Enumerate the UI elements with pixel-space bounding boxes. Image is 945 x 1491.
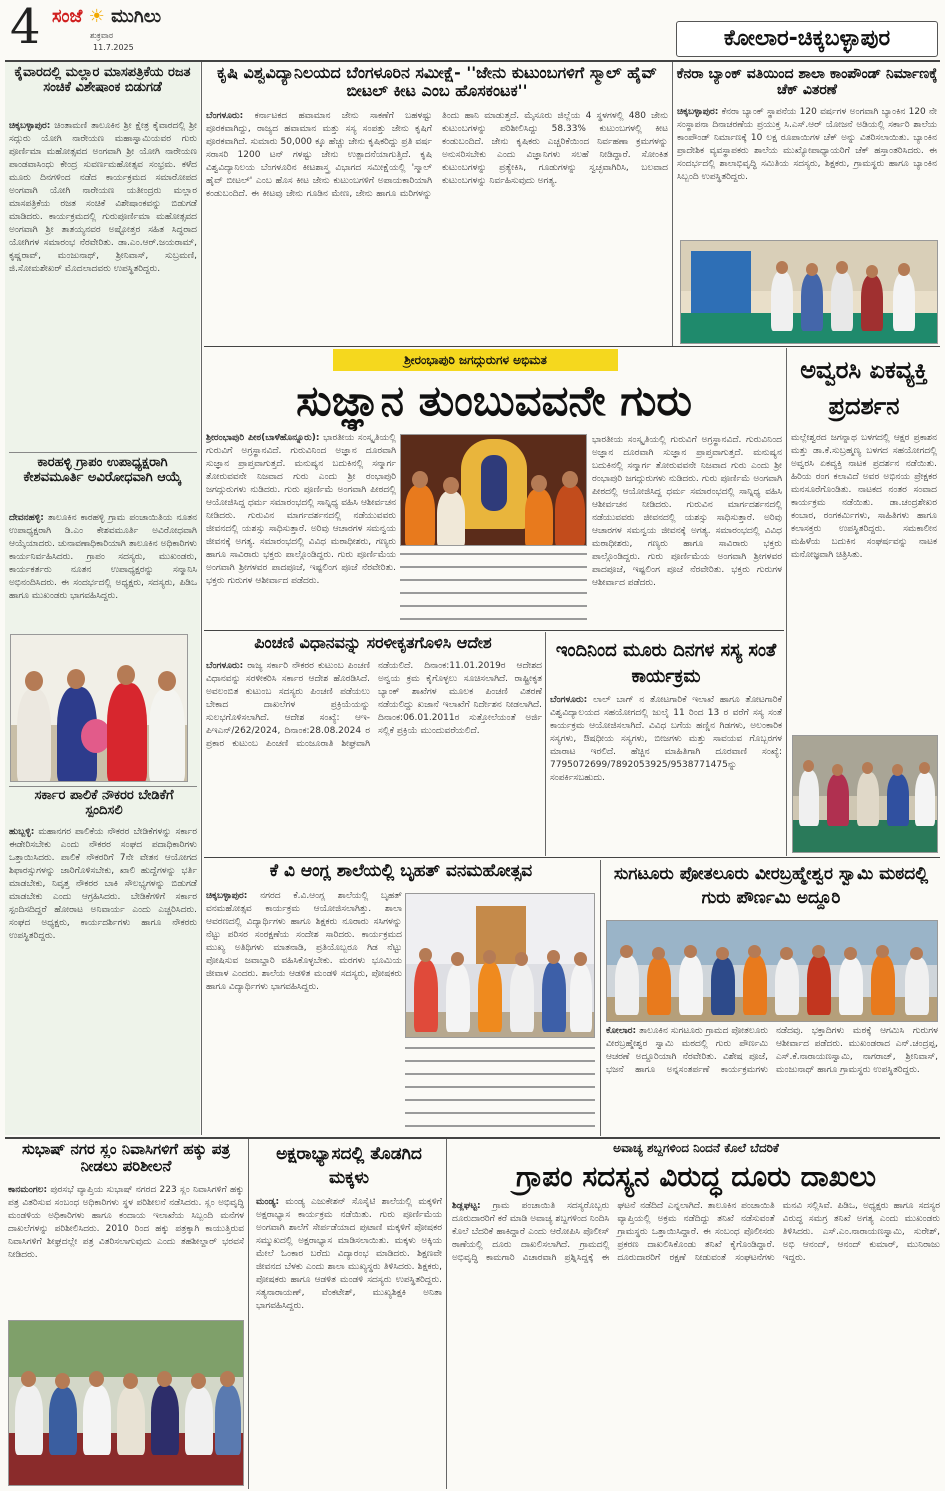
vanamahotsava-photo — [405, 893, 595, 1038]
guru-body: ಭಾರತೀಯ ಸಂಸ್ಕೃತಿಯಲ್ಲಿ ಗುರುವಿಗೆ ಅಗ್ರಸ್ಥಾನವಿದೆ. ಗುರುವಿನಿಂದ ಅಜ್ಞಾನ ದೂರವಾಗಿ ಸುಜ್ಞಾನ ಪ್ರಾಪ್ತವಾಗುತ್ತದೆ. ಮನುಷ್ಯನ ಬದುಕಿನಲ್ಲಿ ಸನ್ಮಾರ್ಗ ತೋರುವವನೇ ನಿಜವಾದ ಗುರು ಎಂದು ಶ್ರೀ ರಂಭಾಪುರಿ ಜಗದ್ಗುರುಗಳು ನುಡಿದರು. ಗುರು ಪೂರ್ಣಿಮೆ ಅಂಗವಾಗಿ ಪೀಠದಲ್ಲಿ ಆಯೋಜಿಸಿದ್ದ ಧರ್ಮ ಸಮಾರಂಭದಲ್ಲಿ ಸಾನ್ನಿಧ್ಯ ವಹಿಸಿ ಆಶೀರ್ವಚನ ನೀಡಿದರು. ಗುರುವಿನ ಮಾರ್ಗದರ್ಶನದಲ್ಲಿ ನಡೆಯುವವರು ಜೀವನದಲ್ಲಿ ಯಶಸ್ಸು ಸಾಧಿಸುತ್ತಾರೆ. ಅರಿವು ಆಚಾರಗಳ ಸಮನ್ವಯ ಜೀವನಕ್ಕೆ ಅಗತ್ಯ. ಸಮಾರಂಭದಲ್ಲಿ ವಿವಿಧ ಮಠಾಧೀಶರು, ಗಣ್ಯರು ಹಾಗೂ ಸಾವಿರಾರು ಭಕ್ತರು ಪಾಲ್ಗೊಂಡಿದ್ದರು. ಗುರು ಪೂರ್ಣಿಮೆಯ ಅಂಗವಾಗಿ ಶ್ರೀಗಳವರ ಪಾದಪೂಜೆ, ಇಷ್ಟಲಿಂಗ ಪೂಜೆ ನೆರವೇರಿತು. ಭಕ್ತರು ಗುರುಗಳ ಆಶೀರ್ವಾದ ಪಡೆದರು. — [206, 433, 396, 586]
kaivara-dateline: ಚಿಕ್ಕಬಳ್ಳಾಪುರ: — [9, 121, 51, 131]
page-number: 4 — [10, 0, 41, 55]
santhe-body: ಲಾಲ್ ಬಾಗ್ ನ ತೋಟಗಾರಿಕೆ ಇಲಾಖೆ ಹಾಗೂ ತೋಟಗಾರಿಕೆ ವಿಶ್ವವಿದ್ಯಾಲಯದ ಸಹಯೋಗದಲ್ಲಿ ಜುಲೈ 11 ರಿಂದ 13 ರ ವರೆಗೆ ಸಸ್ಯ ಸಂತೆ ಕಾರ್ಯಕ್ರಮ ಆಯೋಜಿಸಲಾಗಿದೆ. ವಿವಿಧ ಬಗೆಯ ಹಣ್ಣಿನ ಗಿಡಗಳು, ಅಲಂಕಾರಿಕ ಸಸ್ಯಗಳು, ಔಷಧೀಯ ಸಸ್ಯಗಳು, ಬೀಜಗಳು ಮತ್ತು ಸಾವಯವ ಗೊಬ್ಬರಗಳ ಮಾರಾಟ ಇರಲಿದೆ. ಹೆಚ್ಚಿನ ಮಾಹಿತಿಗಾಗಿ ದೂರವಾಣಿ ಸಂಖ್ಯೆ: 7795072699/7892053925/9538771475ನ್ನು ಸಂಪರ್ಕಿಸಬಹುದು. — [550, 695, 782, 783]
vanamahotsava-article-left — [206, 890, 402, 1134]
beetle-body: ಕರ್ನಾಟಕದ ಹವಾಮಾನ ಜೇನು ಸಾಕಣೆಗೆ ಬಹಳಷ್ಟು ಪೂರಕವಾಗಿದ್ದು, ರಾಜ್ಯದ ಹವಾಮಾನ ಮತ್ತು ಸಸ್ಯ ಸಂಪತ್ತು ಜೇನು ಕೃಷಿಗೆ ಪೂರಕವಾಗಿದೆ. ಸುಮಾರು 50,000 ಕ್ಕೂ ಹೆಚ್ಚು ಜೇನು ಕೃಷಿಕರಿದ್ದು ಪ್ರತಿ ವರ್ಷ ಸರಾಸರಿ 1200 ಟನ್ ಗಳಷ್ಟು ಜೇನು ಉತ್ಪಾದನೆಯಾಗುತ್ತಿದೆ. ಕೃಷಿ ವಿಶ್ವವಿದ್ಯಾನಿಲಯ ಬೆಂಗಳೂರಿನ ಕೀಟಶಾಸ್ತ್ರ ವಿಭಾಗದ ಸಮೀಕ್ಷೆಯಲ್ಲಿ 'ಸ್ಮಾಲ್ ಹೈವ್ ಬೀಟಲ್' ಎಂಬ ಹೊಸ ಕೀಟ ಜೇನು ಕುಟುಂಬಗಳಿಗೆ ಅಪಾಯಕಾರಿಯಾಗಿ ಕಂಡುಬಂದಿದೆ. ಈ ಕೀಟವು ಜೇನು ಗೂಡಿನ ಮೇಣ, ಜೇನು ಹಾಗೂ ಮರಿಗಳನ್ನು ತಿಂದು ಹಾನಿ ಮಾಡುತ್ತದೆ. ಮೈಸೂರು ಜಿಲ್ಲೆಯ 4 ಸ್ಥಳಗಳಲ್ಲಿ 480 ಜೇನು ಕುಟುಂಬಗಳನ್ನು ಪರಿಶೀಲಿಸಿದ್ದು 58.33% ಕುಟುಂಬಗಳಲ್ಲಿ ಕೀಟ ಕಂಡುಬಂದಿದೆ. ಜೇನು ಕೃಷಿಕರು ಎಚ್ಚರಿಕೆಯಿಂದ ನಿರ್ವಹಣಾ ಕ್ರಮಗಳನ್ನು ಅನುಸರಿಸಬೇಕು ಎಂದು ವಿಜ್ಞಾನಿಗಳು ಸಲಹೆ ನೀಡಿದ್ದಾರೆ. ಸೋಂಕಿತ ಕುಟುಂಬಗಳನ್ನು ಪ್ರತ್ಯೇಕಿಸಿ, ಗೂಡುಗಳನ್ನು ಸ್ವಚ್ಛವಾಗಿರಿಸಿ, ಬಲವಾದ ಕುಟುಂಬಗಳನ್ನು ನಿರ್ವಹಿಸುವುದು ಅಗತ್ಯ. — [206, 111, 668, 199]
beetle-headline: ಕೃಷಿ ವಿಶ್ವವಿದ್ಯಾನಿಲಯದ ಬೆಂಗಳೂರಿನ ಸಮೀಕ್ಷೆ- ''ಜೇನು ಕುಟುಂಬಗಳಿಗೆ ಸ್ಮಾಲ್ ಹೈವ್ ಬೀಟಲ್ ಕೀಟ ಎಂಬ ಹೊಸಕಂಟಕ'' — [216, 63, 658, 101]
karahalli-dateline: ದೇವನಹಳ್ಳಿ: — [9, 513, 44, 523]
grapam-body: ಗ್ರಾಮ ಪಂಚಾಯಿತಿ ಸದಸ್ಯರೊಬ್ಬರು ದೂರುದಾರರಿಗೆ ಕರೆ ಮಾಡಿ ಅವಾಚ್ಯ ಶಬ್ದಗಳಿಂದ ನಿಂದಿಸಿ ಕೊಲೆ ಬೆದರಿಕೆ ಹಾಕಿದ್ದಾರೆ ಎಂದು ಆರೋಪಿಸಿ ಪೊಲೀಸ್ ಠಾಣೆಯಲ್ಲಿ ದೂರು ದಾಖಲಿಸಲಾಗಿದೆ. ಗ್ರಾಮದಲ್ಲಿ ಅಭಿವೃದ್ಧಿ ಕಾಮಗಾರಿ ವಿಚಾರವಾಗಿ ಪ್ರಶ್ನಿಸಿದ್ದಕ್ಕೆ ಈ ಘಟನೆ ನಡೆದಿದೆ ಎನ್ನಲಾಗಿದೆ. ತಾಲೂಕಿನ ಪಂಚಾಯಿತಿ ವ್ಯಾಪ್ತಿಯಲ್ಲಿ ಅಕ್ರಮ ನಡೆದಿದ್ದು ತನಿಖೆ ನಡೆಸುವಂತೆ ಗ್ರಾಮಸ್ಥರು ಒತ್ತಾಯಿಸಿದ್ದಾರೆ. ಈ ಸಂಬಂಧ ಪೊಲೀಸರು ಪ್ರಕರಣ ದಾಖಲಿಸಿಕೊಂಡು ತನಿಖೆ ಕೈಗೊಂಡಿದ್ದಾರೆ. ದೂರುದಾರರಿಗೆ ರಕ್ಷಣೆ ನೀಡುವಂತೆ ಸಂಘಟನೆಗಳು ಮನವಿ ಸಲ್ಲಿಸಿವೆ. ಪಿಡಿಒ, ಅಧ್ಯಕ್ಷರು ಹಾಗೂ ಸದಸ್ಯರ ವಿರುದ್ಧ ಸಮಗ್ರ ತನಿಖೆ ಅಗತ್ಯ ಎಂದು ಮುಖಂಡರು ತಿಳಿಸಿದರು. ಎಸ್.ಎಂ.ನಾರಾಯಣಸ್ವಾಮಿ, ಸುರೇಶ್, ಅಭಿ ಆನಂದ್, ಆನಂದ್ ಕುಮಾರ್, ಮುನಿರಾಜು ಇದ್ದರು. — [452, 1201, 940, 1263]
guru-kicker: ಶ್ರೀರಂಭಾಪುರಿ ಜಗದ್ಗುರುಗಳ ಅಭಿಮತ — [333, 349, 618, 371]
hubballi-article — [9, 826, 197, 1130]
pension-article — [206, 660, 542, 852]
kaivara-headline: ಕೈವಾರದಲ್ಲಿ ಮಲ್ಲಾರ ಮಾಸಪತ್ರಿಕೆಯ ರಜತ ಸಂಚಿಕೆ ವಿಶೇಷಾಂಕ ಬಿಡುಗಡೆ — [14, 65, 191, 95]
karahalli-headline: ಕಾರಹಳ್ಳಿ ಗ್ರಾಪಂ ಉಪಾಧ್ಯಕ್ಷರಾಗಿ ಕೇಶವಮೂರ್ತಿ ಅವಿರೋಧವಾಗಿ ಆಯ್ಕೆ — [23, 455, 182, 485]
sugaturu-headline: ಸುಗಟೂರು ಪೋತಲೂರು ವೀರಬ್ರಹ್ಮೇಶ್ವರ ಸ್ವಾಮಿ ಮಠದಲ್ಲಿ ಗುರು ಪೌರ್ಣಮಿ ಅದ್ದೂರಿ — [613, 864, 929, 908]
issue-day: ಶುಕ್ರವಾರ — [90, 31, 114, 40]
sun-icon: ☀ — [88, 6, 105, 27]
sugaturu-photo — [606, 920, 938, 1022]
grapam-kicker: ಅವಾಚ್ಯ ಶಬ್ದಗಳಿಂದ ನಿಂದನೆ ಕೊಲೆ ಬೆದರಿಕೆ — [613, 1141, 779, 1155]
grapam-headline: ಗ್ರಾಪಂ ಸದಸ್ಯನ ವಿರುದ್ಧ ದೂರು ದಾಖಲು — [515, 1160, 877, 1193]
kaivara-article — [9, 120, 197, 448]
subhash-photo — [8, 1320, 244, 1486]
canara-dateline: ಚಿಕ್ಕಬಳ್ಳಾಪುರ: — [677, 107, 719, 117]
hubballi-body: ಮಹಾನಗರ ಪಾಲಿಕೆಯ ನೌಕರರ ಬೇಡಿಕೆಗಳನ್ನು ಸರ್ಕಾರ ಈಡೇರಿಸಬೇಕು ಎಂದು ನೌಕರರ ಸಂಘದ ಪದಾಧಿಕಾರಿಗಳು ಒತ್ತಾಯಿಸಿದರು. ಪಾಲಿಕೆ ನೌಕರರಿಗೆ 7ನೇ ವೇತನ ಆಯೋಗದ ಶಿಫಾರಸ್ಸುಗಳನ್ನು ಜಾರಿಗೊಳಿಸಬೇಕು, ಖಾಲಿ ಹುದ್ದೆಗಳನ್ನು ಭರ್ತಿ ಮಾಡಬೇಕು, ನಿವೃತ್ತ ನೌಕರರ ಬಾಕಿ ಸೌಲಭ್ಯಗಳನ್ನು ಬಿಡುಗಡೆ ಮಾಡಬೇಕು ಎಂದು ಆಗ್ರಹಿಸಿದರು. ಬೇಡಿಕೆಗಳಿಗೆ ಸರ್ಕಾರ ಸ್ಪಂದಿಸದಿದ್ದರೆ ಹೋರಾಟ ಅನಿವಾರ್ಯ ಎಂದು ಎಚ್ಚರಿಸಿದರು. ಸಂಘದ ಅಧ್ಯಕ್ಷರು, ಕಾರ್ಯದರ್ಶಿಗಳು ಹಾಗೂ ನೌಕರರು ಉಪಸ್ಥಿತರಿದ್ದರು. — [9, 827, 197, 941]
vanamahotsava-body: ನಗರದ ಕೆ.ವಿ.ಆಂಗ್ಲ ಶಾಲೆಯಲ್ಲಿ ಬೃಹತ್ ವನಮಹೋತ್ಸವ ಕಾರ್ಯಕ್ರಮ ಆಯೋಜಿಸಲಾಗಿತ್ತು. ಶಾಲಾ ಆವರಣದಲ್ಲಿ ವಿದ್ಯಾರ್ಥಿಗಳು ಹಾಗೂ ಶಿಕ್ಷಕರು ನೂರಾರು ಸಸಿಗಳನ್ನು ನೆಟ್ಟು ಪರಿಸರ ಸಂರಕ್ಷಣೆಯ ಸಂದೇಶ ಸಾರಿದರು. ಕಾರ್ಯಕ್ರಮದ ಮುಖ್ಯ ಅತಿಥಿಗಳು ಮಾತನಾಡಿ, ಪ್ರತಿಯೊಬ್ಬರೂ ಗಿಡ ನೆಟ್ಟು ಪೋಷಿಸುವ ಜವಾಬ್ದಾರಿ ವಹಿಸಿಕೊಳ್ಳಬೇಕು. ಮರಗಳು ಭೂಮಿಯ ಜೀವಾಳ ಎಂದರು. ಶಾಲೆಯ ಆಡಳಿತ ಮಂಡಳಿ ಸದಸ್ಯರು, ಪೋಷಕರು ಹಾಗೂ ವಿದ್ಯಾರ್ಥಿಗಳು ಭಾಗವಹಿಸಿದ್ದರು. — [206, 891, 402, 992]
karahalli-photo — [10, 634, 188, 782]
kaivara-body: ಚಿಂತಾಮಣಿ ತಾಲೂಕಿನ ಶ್ರೀ ಕ್ಷೇತ್ರ ಕೈವಾರದಲ್ಲಿ ಶ್ರೀ ಸದ್ಗುರು ಯೋಗಿ ನಾರೇಯಣ ಮಹಾಸ್ವಾಮಿಯವರ ಗುರು ಪೂರ್ಣಿಮಾ ಮಹೋತ್ಸವದ ಅಂಗವಾಗಿ ಶ್ರೀ ಯೋಗಿ ನಾರೇಯಣ ಪಾಂಡವಾಸಿಂಧು ಕೇಂದ್ರ ಸುವರ್ಣಮಹೋತ್ಸವ ಸಂಭ್ರಮ. ಕಳೆದ ಮೂರು ದಿನಗಳಿಂದ ನಡೆದ ಕಾರ್ಯಕ್ರಮದ ಸಮಾರೋಪದ ಅಂಗವಾಗಿ ಯೋಗಿ ನಾರೇಯಣ ಯತೀಂದ್ರರು ಮಲ್ಲಾರ ಮಾಸಪತ್ರಿಕೆಯ ರಜತ ಸಂಚಿಕೆ ವಿಶೇಷಾಂಕವನ್ನು ಬಿಡುಗಡೆ ಮಾಡಿದರು. ಕಾರ್ಯಕ್ರಮದಲ್ಲಿ ಗುರುಪೂರ್ಣಿಮಾ ಮಹೋತ್ಸವದ ಅಂಗವಾಗಿ ಶ್ರೀ ತಾತಯ್ಯನವರ ಅಷ್ಟೋತ್ತರ ಸಹಿತ ಸಿದ್ಧರಾದ ಯೋಗಿಗಳ ಸಮಾರಂಭ ನೆರವೇರಿತು. ಡಾ.ಎಂ.ಆರ್.ಜಯರಾಮ್, ಕೃಷ್ಣರಾವ್, ಮಂಜುನಾಥ್, ಶ್ರೀನಿವಾಸ್, ಸುಬ್ರಮಣಿ, ಜಿ.ಸೋಮಶೇಖರ್ ಮೊದಲಾದವರು ಉಪಸ್ಥಿತರಿದ್ದರು. — [9, 121, 197, 274]
pension-dateline: ಬೆಂಗಳೂರು: — [206, 661, 244, 671]
akshara-dateline: ಮಂಡ್ಯ: — [256, 1197, 280, 1207]
santhe-headline: ಇಂದಿನಿಂದ ಮೂರು ದಿನಗಳ ಸಸ್ಯ ಸಂತೆ ಕಾರ್ಯಕ್ರಮ — [555, 640, 777, 687]
canara-photo — [680, 240, 938, 344]
subhash-body: ಪುರಸಭೆ ವ್ಯಾಪ್ತಿಯ ಸುಭಾಷ್ ನಗರದ 223 ಸ್ಲಂ ನಿವಾಸಿಗಳಿಗೆ ಹಕ್ಕು ಪತ್ರ ವಿತರಿಸುವ ಸಂಬಂಧ ಅಧಿಕಾರಿಗಳು ಸ್ಥಳ ಪರಿಶೀಲನೆ ನಡೆಸಿದರು. ಸ್ಲಂ ಅಭಿವೃದ್ಧಿ ಮಂಡಳಿಯ ಅಧಿಕಾರಿಗಳು ಹಾಗೂ ಕಂದಾಯ ಇಲಾಖೆಯ ಸಿಬ್ಬಂದಿ ಮನೆಗಳ ದಾಖಲೆಗಳನ್ನು ಪರಿಶೀಲಿಸಿದರು. 2010 ರಿಂದ ಹಕ್ಕು ಪತ್ರಕ್ಕಾಗಿ ಕಾಯುತ್ತಿರುವ ನಿವಾಸಿಗಳಿಗೆ ಶೀಘ್ರದಲ್ಲೇ ಪತ್ರ ವಿತರಿಸಲಾಗುವುದು ಎಂದು ತಹಶೀಲ್ದಾರ್ ಭರವಸೆ ನೀಡಿದರು. — [8, 1185, 244, 1260]
subhash-article — [8, 1184, 244, 1316]
akshara-article — [256, 1196, 442, 1486]
canara-headline: ಕೆನರಾ ಬ್ಯಾಂಕ್ ವತಿಯಿಂದ ಶಾಲಾ ಕಾಂಪೌಂಡ್ ನಿರ್ಮಾಣಕ್ಕೆ ಚೆಕ್ ವಿತರಣೆ — [676, 66, 938, 99]
beetle-article — [206, 110, 668, 342]
guru-article-bottom — [400, 548, 587, 626]
avvarasi-photo — [792, 735, 938, 853]
guru-article-right — [592, 434, 782, 628]
paper-name-part2: ಮುಗಿಲು — [111, 6, 162, 27]
vanamahotsava-headline: ಕೆ ವಿ ಆಂಗ್ಲ ಶಾಲೆಯಲ್ಲಿ ಬೃಹತ್ ವನಮಹೋತ್ಸವ — [269, 861, 533, 881]
hubballi-dateline: ಹುಬ್ಬಳ್ಳಿ: — [9, 827, 35, 837]
paper-name — [52, 6, 161, 27]
santhe-dateline: ಬೆಂಗಳೂರು: — [550, 695, 588, 705]
hubballi-headline: ಸರ್ಕಾರ ಪಾಲಿಕೆ ನೌಕರರ ಬೇಡಿಕೆಗೆ ಸ್ಪಂದಿಸಲಿ — [34, 788, 174, 818]
subhash-headline: ಸುಭಾಷ್ ನಗರ ಸ್ಲಂ ನಿವಾಸಿಗಳಿಗೆ ಹಕ್ಕು ಪತ್ರ ನೀಡಲು ಪರಿಶೀಲನೆ — [21, 1140, 230, 1176]
canara-body: ಕೆನರಾ ಬ್ಯಾಂಕ್ ಸ್ಥಾಪನೆಯ 120 ವರ್ಷಗಳ ಅಂಗವಾಗಿ ಬ್ಯಾಂಕಿನ 120 ನೇ ಸಂಸ್ಥಾಪನಾ ದಿನಾಚರಣೆಯ ಪ್ರಯುಕ್ತ ಸಿ.ಎಸ್.ಆರ್ ಯೋಜನೆ ಅಡಿಯಲ್ಲಿ ಸರ್ಕಾರಿ ಶಾಲೆಯ ಕಾಂಪೌಂಡ್ ನಿರ್ಮಾಣಕ್ಕೆ 10 ಲಕ್ಷ ರೂಪಾಯಿಗಳ ಚೆಕ್ ಅನ್ನು ವಿತರಿಸಲಾಯಿತು. ಬ್ಯಾಂಕಿನ ಪ್ರಾದೇಶಿಕ ವ್ಯವಸ್ಥಾಪಕರು ಶಾಲೆಯ ಮುಖ್ಯೋಪಾಧ್ಯಾಯರಿಗೆ ಚೆಕ್ ಹಸ್ತಾಂತರಿಸಿದರು. ಈ ಸಂದರ್ಭದಲ್ಲಿ ಶಾಲಾಭಿವೃದ್ಧಿ ಸಮಿತಿಯ ಸದಸ್ಯರು, ಶಿಕ್ಷಕರು, ಗ್ರಾಮಸ್ಥರು ಹಾಗೂ ಬ್ಯಾಂಕಿನ ಸಿಬ್ಬಂದಿ ಉಪಸ್ಥಿತರಿದ್ದರು. — [677, 107, 937, 182]
guru-photo — [400, 434, 587, 546]
guru-article-left — [206, 432, 396, 628]
karahalli-article — [9, 512, 197, 630]
avvarasi-headline: ಅವ್ವರಸಿ ಏಕವ್ಯಕ್ತಿ ಪ್ರದರ್ಶನ — [800, 356, 928, 420]
guru-headline: ಸುಜ್ಞಾನ ತುಂಬುವವನೇ ಗುರು — [296, 376, 692, 425]
vanamahotsava-dateline: ಚಿಕ್ಕಬಳ್ಳಾಪುರ: — [206, 891, 248, 901]
grapam-dateline: ಶಿಡ್ಲಘಟ್ಟ: — [452, 1201, 481, 1211]
avvarasi-body: ಮಲ್ಲೇಶ್ವರದ ಜಗನ್ನಾಥ ಬಳಗದಲ್ಲಿ ಆಕ್ಷರ ಪ್ರಕಾಶನ ಮತ್ತು ಡಾ.ಕೆ.ಸುಬ್ರಹ್ಮಣ್ಯ ಬಳಗದ ಸಹಯೋಗದಲ್ಲಿ ಅವ್ವರಸಿ ಏಕವ್ಯಕ್ತಿ ನಾಟಕ ಪ್ರದರ್ಶನ ನಡೆಯಿತು. ಹಿರಿಯ ರಂಗ ಕಲಾವಿದೆ ಅವರ ಅಭಿನಯ ಪ್ರೇಕ್ಷಕರ ಮನಸೂರೆಗೊಂಡಿತು. ನಾಟಕದ ನಂತರ ಸಂವಾದ ಕಾರ್ಯಕ್ರಮ ನಡೆಯಿತು. ಡಾ.ಚಂದ್ರಶೇಖರ ಕಂಬಾರ, ರಂಗಕರ್ಮಿಗಳು, ಸಾಹಿತಿಗಳು ಹಾಗೂ ಕಲಾಸಕ್ತರು ಉಪಸ್ಥಿತರಿದ್ದರು. ಸಮಕಾಲೀನ ಮಹಿಳೆಯ ಬದುಕಿನ ಸಂಘರ್ಷವನ್ನು ನಾಟಕ ಮನೋಜ್ಞವಾಗಿ ಚಿತ್ರಿಸಿತು. — [791, 433, 937, 560]
paper-name-part1: ಸಂಜೆ — [52, 6, 83, 27]
issue-date: 11.7.2025 — [93, 43, 134, 52]
guru-body-continued: ಭಾರತೀಯ ಸಂಸ್ಕೃತಿಯಲ್ಲಿ ಗುರುವಿಗೆ ಅಗ್ರಸ್ಥಾನವಿದೆ. ಗುರುವಿನಿಂದ ಅಜ್ಞಾನ ದೂರವಾಗಿ ಸುಜ್ಞಾನ ಪ್ರಾಪ್ತವಾಗುತ್ತದೆ. ಮನುಷ್ಯನ ಬದುಕಿನಲ್ಲಿ ಸನ್ಮಾರ್ಗ ತೋರುವವನೇ ನಿಜವಾದ ಗುರು ಎಂದು ಶ್ರೀ ರಂಭಾಪುರಿ ಜಗದ್ಗುರುಗಳು ನುಡಿದರು. ಗುರು ಪೂರ್ಣಿಮೆ ಅಂಗವಾಗಿ ಪೀಠದಲ್ಲಿ ಆಯೋಜಿಸಿದ್ದ ಧರ್ಮ ಸಮಾರಂಭದಲ್ಲಿ ಸಾನ್ನಿಧ್ಯ ವಹಿಸಿ ಆಶೀರ್ವಚನ ನೀಡಿದರು. ಗುರುವಿನ ಮಾರ್ಗದರ್ಶನದಲ್ಲಿ ನಡೆಯುವವರು ಜೀವನದಲ್ಲಿ ಯಶಸ್ಸು ಸಾಧಿಸುತ್ತಾರೆ. ಅರಿವು ಆಚಾರಗಳ ಸಮನ್ವಯ ಜೀವನಕ್ಕೆ ಅಗತ್ಯ. ಸಮಾರಂಭದಲ್ಲಿ ವಿವಿಧ ಮಠಾಧೀಶರು, ಗಣ್ಯರು ಹಾಗೂ ಸಾವಿರಾರು ಭಕ್ತರು ಪಾಲ್ಗೊಂಡಿದ್ದರು. ಗುರು ಪೂರ್ಣಿಮೆಯ ಅಂಗವಾಗಿ ಶ್ರೀಗಳವರ ಪಾದಪೂಜೆ, ಇಷ್ಟಲಿಂಗ ಪೂಜೆ ನೆರವೇರಿತು. ಭಕ್ತರು ಗುರುಗಳ ಆಶೀರ್ವಾದ ಪಡೆದರು. — [592, 435, 782, 588]
masthead — [0, 0, 945, 60]
beetle-dateline: ಬೆಂಗಳೂರು: — [206, 111, 244, 121]
canara-article — [677, 106, 937, 238]
sugaturu-article — [606, 1025, 938, 1133]
akshara-body: ಮಂಡ್ಯ ಎಜುಕೇಶನ್ ಸೊಸೈಟಿ ಶಾಲೆಯಲ್ಲಿ ಮಕ್ಕಳಿಗೆ ಅಕ್ಷರಾಭ್ಯಾಸ ಕಾರ್ಯಕ್ರಮ ನಡೆಯಿತು. ಗುರು ಪೂರ್ಣಿಮೆಯ ಅಂಗವಾಗಿ ಶಾಲೆಗೆ ಸೇರ್ಪಡೆಯಾದ ಪುಟಾಣಿ ಮಕ್ಕಳಿಗೆ ಪೋಷಕರ ಸಮ್ಮುಖದಲ್ಲಿ ಅಕ್ಷರಾಭ್ಯಾಸ ಮಾಡಿಸಲಾಯಿತು. ಮಕ್ಕಳು ಅಕ್ಕಿಯ ಮೇಲೆ ಓಂಕಾರ ಬರೆದು ವಿದ್ಯಾರಂಭ ಮಾಡಿದರು. ಶಿಕ್ಷಣವೇ ಜೀವನದ ಬೆಳಕು ಎಂದು ಶಾಲಾ ಮುಖ್ಯಸ್ಥರು ತಿಳಿಸಿದರು. ಶಿಕ್ಷಕರು, ಪೋಷಕರು ಹಾಗೂ ಆಡಳಿತ ಮಂಡಳಿ ಸದಸ್ಯರು ಉಪಸ್ಥಿತರಿದ್ದರು. ಸತ್ಯನಾರಾಯಣ್, ವೆಂಕಟೇಶ್, ಮುಖ್ಯಶಿಕ್ಷಕಿ ಅನಿತಾ ಭಾಗವಹಿಸಿದ್ದರು. — [256, 1197, 442, 1311]
guru-dateline: ಶ್ರೀರಂಭಾಪುರಿ ಪೀಠ(ಬಾಳೆಹೊನ್ನೂರು): — [206, 433, 320, 443]
sugaturu-body: ತಾಲೂಕಿನ ಸುಗಟೂರು ಗ್ರಾಮದ ಪೋತಲೂರು ವೀರಬ್ರಹ್ಮೇಶ್ವರ ಸ್ವಾಮಿ ಮಠದಲ್ಲಿ ಗುರು ಪೌರ್ಣಮಿ ಆಚರಣೆ ಅದ್ದೂರಿಯಾಗಿ ನೆರವೇರಿತು. ವಿಶೇಷ ಪೂಜೆ, ಭಜನೆ ಹಾಗೂ ಅನ್ನಸಂತರ್ಪಣೆ ಕಾರ್ಯಕ್ರಮಗಳು ನಡೆದವು. ಭಕ್ತಾದಿಗಳು ಮಠಕ್ಕೆ ಆಗಮಿಸಿ ಗುರುಗಳ ಆಶೀರ್ವಾದ ಪಡೆದರು. ಮುಖಂಡರಾದ ಎನ್.ಚಂದ್ರಪ್ಪ, ಎಸ್.ಕೆ.ನಾರಾಯಣಸ್ವಾಮಿ, ನಾಗರಾಜ್, ಶ್ರೀನಿವಾಸ್, ಮಂಜುನಾಥ್ ಹಾಗೂ ಗ್ರಾಮಸ್ಥರು ಉಪಸ್ಥಿತರಿದ್ದರು. — [606, 1026, 938, 1075]
pension-headline: ಪಿಂಚಣಿ ವಿಧಾನವನ್ನು ಸರಳೀಕೃತಗೊಳಿಸಿ ಆದೇಶ — [254, 633, 492, 652]
section-banner: ಕೋಲಾರ-ಚಿಕ್ಕಬಳ್ಳಾಪುರ — [676, 21, 938, 57]
akshara-headline: ಅಕ್ಷರಾಭ್ಯಾಸದಲ್ಲಿ ತೊಡಗಿದ ಮಕ್ಕಳು — [276, 1144, 422, 1188]
grapam-article — [452, 1200, 940, 1486]
pension-body: ರಾಜ್ಯ ಸರ್ಕಾರಿ ನೌಕರರ ಕುಟುಂಬ ಪಿಂಚಣಿ ವಿಧಾನವನ್ನು ಸರಳೀಕರಿಸಿ ಸರ್ಕಾರ ಆದೇಶ ಹೊರಡಿಸಿದೆ. ಅವಲಂಬಿತ ಕುಟುಂಬ ಸದಸ್ಯರು ಪಿಂಚಣಿ ಪಡೆಯಲು ಬೇಕಾದ ದಾಖಲೆಗಳ ಪ್ರಕ್ರಿಯೆಯನ್ನು ಸುಲಭಗೊಳಿಸಲಾಗಿದೆ. ಆದೇಶ ಸಂಖ್ಯೆ: ಆಇ-ಪಿಇಎನ್/262/2024, ದಿನಾಂಕ:28.08.2024 ರ ಪ್ರಕಾರ ಕುಟುಂಬ ಪಿಂಚಣಿ ಮಂಜೂರಾತಿ ಶೀಘ್ರವಾಗಿ ನಡೆಯಲಿದೆ. ದಿನಾಂಕ:11.01.2019ರ ಆದೇಶದ ಅನ್ವಯ ಕ್ರಮ ಕೈಗೊಳ್ಳಲು ಸೂಚಿಸಲಾಗಿದೆ. ರಾಷ್ಟ್ರೀಕೃತ ಬ್ಯಾಂಕ್ ಶಾಖೆಗಳ ಮೂಲಕ ಪಿಂಚಣಿ ವಿತರಣೆ ನಡೆಯಲಿದ್ದು ಖಜಾನೆ ಇಲಾಖೆಗೆ ನಿರ್ದೇಶನ ನೀಡಲಾಗಿದೆ. ದಿನಾಂಕ:06.01.2011ರ ಸುತ್ತೋಲೆಯಂತೆ ಅರ್ಜಿ ಸಲ್ಲಿಕೆ ಪ್ರಕ್ರಿಯೆ ಮುಂದುವರೆಯಲಿದೆ. — [206, 661, 542, 749]
karahalli-body: ತಾಲೂಕಿನ ಕಾರಹಳ್ಳಿ ಗ್ರಾಮ ಪಂಚಾಯಿತಿಯ ನೂತನ ಉಪಾಧ್ಯಕ್ಷರಾಗಿ ಡಿ.ಎಂ ಕೇಶವಮೂರ್ತಿ ಅವಿರೋಧವಾಗಿ ಆಯ್ಕೆಯಾದರು. ಚುನಾವಣಾಧಿಕಾರಿಯಾಗಿ ತಾಲೂಕಿನ ಅಧಿಕಾರಿಗಳು ಕಾರ್ಯನಿರ್ವಹಿಸಿದರು. ಗ್ರಾಪಂ ಸದಸ್ಯರು, ಮುಖಂಡರು, ಕಾರ್ಯಕರ್ತರು ನೂತನ ಉಪಾಧ್ಯಕ್ಷರನ್ನು ಸನ್ಮಾನಿಸಿ ಅಭಿನಂದಿಸಿದರು. ಈ ಸಂದರ್ಭದಲ್ಲಿ ಅಧ್ಯಕ್ಷರು, ಸದಸ್ಯರು, ಪಿಡಿಒ ಹಾಗೂ ಮುಖಂಡರು ಭಾಗವಹಿಸಿದ್ದರು. — [9, 513, 197, 601]
vanamahotsava-article-right — [405, 1042, 595, 1132]
subhash-dateline: ಕಾನಮಂಗಲ: — [8, 1185, 48, 1195]
santhe-article — [550, 694, 782, 852]
sugaturu-dateline: ಕೋಲಾರ: — [606, 1026, 637, 1036]
avvarasi-article — [791, 432, 937, 732]
